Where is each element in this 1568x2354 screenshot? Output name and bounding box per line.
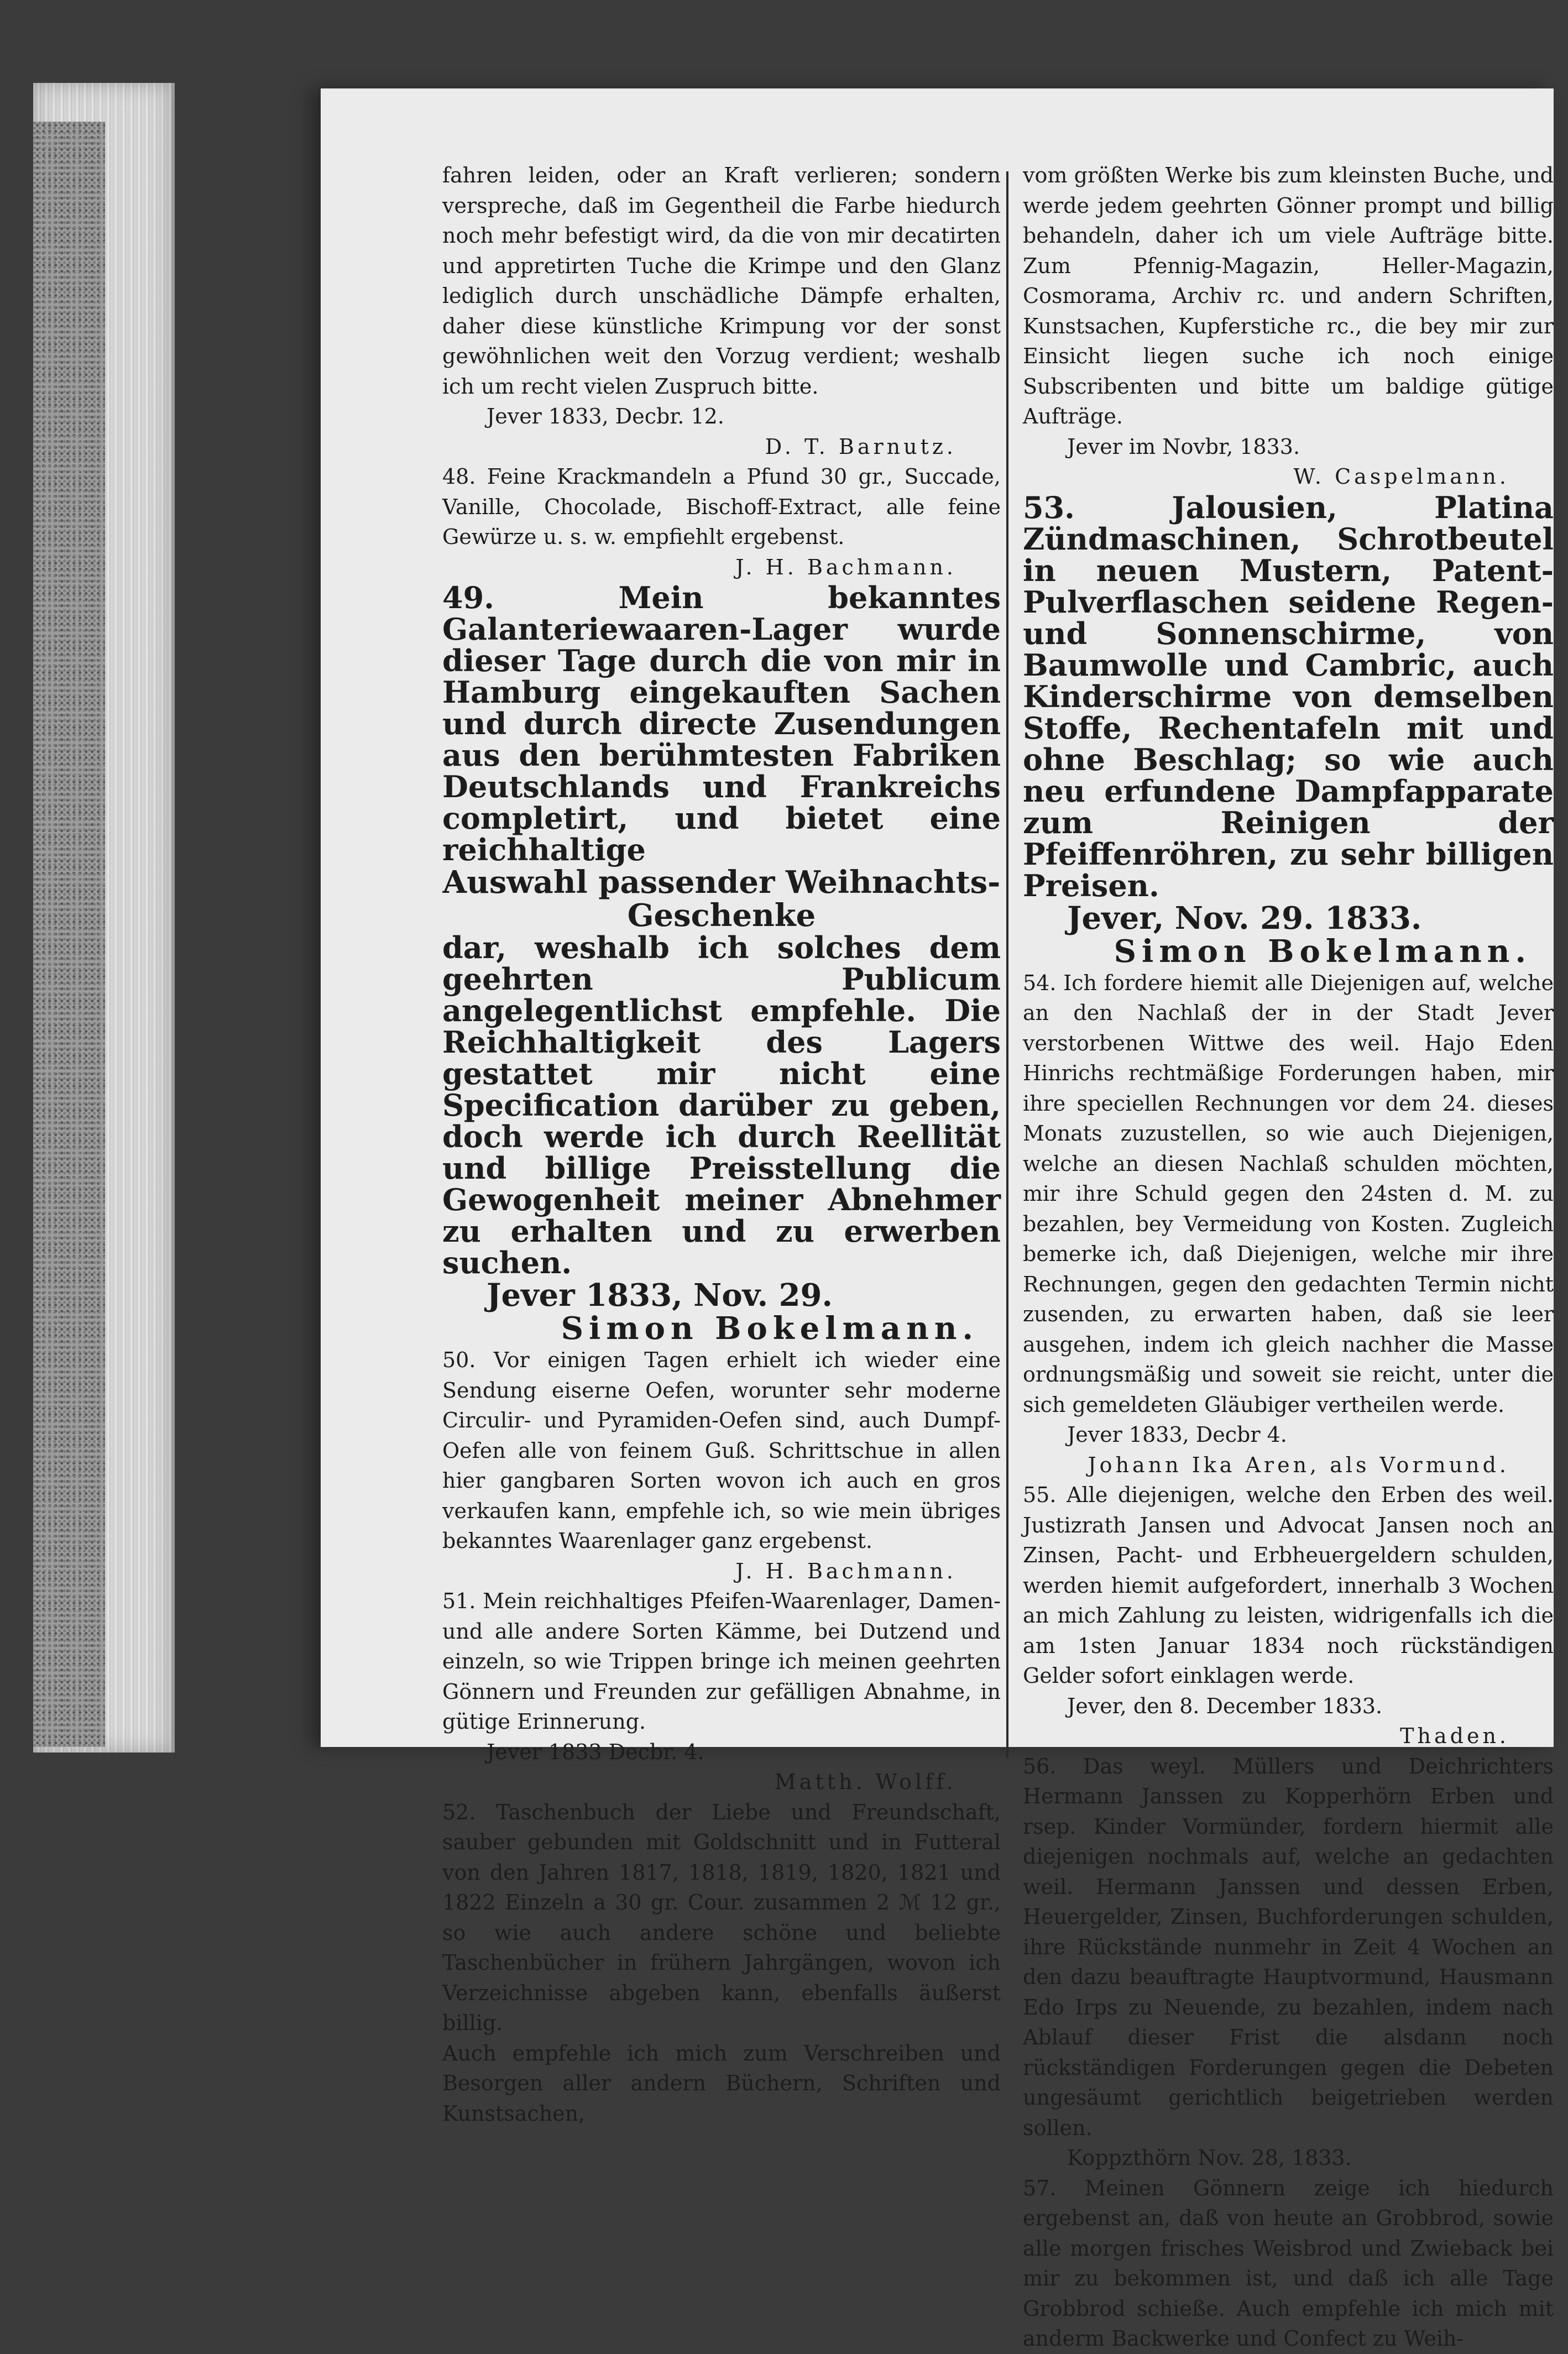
ad-47-signature: D. T. Barnutz. (765, 434, 957, 459)
ad-51-date: Jever 1833 Decbr. 4. (487, 1739, 704, 1764)
ad-53-signature: Simon Bokelmann. (1114, 933, 1532, 970)
ad-48: 48. Feine Krackmandeln a Pfund 30 gr., Succade, Vanille, Chocolade, Bischoff-Extract, alle feine Gewürze u. s. w. empfiehlt ergebenst. (442, 464, 1001, 549)
ad-50-signature: J. H. Bachmann. (735, 1558, 957, 1583)
ad-55-signature: Thaden. (1400, 1724, 1509, 1748)
ad-55-date: Jever, den 8. December 1833. (1067, 1693, 1383, 1718)
ad-48-signature: J. H. Bachmann. (735, 555, 957, 579)
left-column (442, 160, 1001, 2128)
ad-47-date: Jever 1833, Decbr. 12. (487, 404, 724, 428)
column-divider (1006, 171, 1008, 1758)
ad-55: 55. Alle diejenigen, welche den Erben des weil. Justizrath Jansen und Advocat Jansen noch an Zinsen, Pacht- und Erbheuergeldern schulden, werden hiemit aufgefordert, innerhalb 3 Wochen an mich Zahlung zu leisten, widrigenfalls ich die am 1sten Januar 1834 noch rückständigen Gelder sofort einklagen werde. (1023, 1483, 1554, 1688)
ad-52-body2: Auch empfehle ich mich zum Verschreiben und Besorgen aller andern Büchern, Schriften und Kunstsachen, (442, 2041, 1001, 2126)
ad-49-date: Jever 1833, Nov. 29. (487, 1277, 833, 1314)
ad-52-date: Jever im Novbr, 1833. (1067, 434, 1300, 459)
ad-50: 50. Vor einigen Tagen erhielt ich wieder eine Sendung eiserne Oefen, worunter sehr moderne Circulir- und Pyramiden-Oefen sind, auch Dumpf-Oefen alle von feinem Guß. Schrittschue in allen hier gangbaren Sorten wovon ich auch en gros verkaufen kann, empfehle ich, so wie mein übriges bekanntes Waarenlager ganz ergebenst. (442, 1348, 1001, 1553)
right-column (1023, 160, 1554, 2354)
ad-52-continued: vom größten Werke bis zum kleinsten Buche, und werde jedem geehrten Gönner prompt und billig behandeln, daher ich um viele Aufträge bitte. Zum Pfennig-Magazin, Heller-Magazin, Cosmorama, Archiv rc. und andern Schriften, Kunstsachen, Kupferstiche rc., die bey mir zur Einsicht liegen suche ich noch einige Subscribenten und bitte um baldige gütige Aufträge. (1023, 163, 1554, 428)
newspaper-page (321, 88, 1554, 2351)
book-cover-edge (33, 122, 105, 1747)
ad-51: 51. Mein reichhaltiges Pfeifen-Waarenlager, Damen- und alle andere Sorten Kämme, bei Dutzend und einzeln, so wie Trippen bringe ich meinen geehrten Gönnern und Freunden zur gefälligen Abnahme, in gütige Erinnerung. (442, 1589, 1001, 1734)
ad-54-signature: Johann Ika Aren, als Vormund. (1088, 1452, 1509, 1477)
ad-52-signature: W. Caspelmann. (1293, 464, 1509, 489)
ad-49-heading-line2: Geschenke (627, 897, 816, 934)
ad-54-date: Jever 1833, Decbr 4. (1067, 1422, 1287, 1447)
ad-49: 49. Mein bekanntes Galanteriewaaren-Lager wurde dieser Tage durch die von mir in Hamburg eingekauften Sachen und durch directe Zusendungen aus den berühmtesten Fabriken Deutschlands und Frankreichs completirt, und bietet eine reichhaltige (442, 580, 1001, 867)
ad-54: 54. Ich fordere hiemit alle Diejenigen auf, welche an den Nachlaß der in der Stadt Jever verstorbenen Wittwe des weil. Hajo Eden Hinrichs rechtmäßige Forderungen haben, mir ihre speciellen Rechnungen vor dem 24. dieses Monats zuzustellen, so wie auch Diejenigen, welche an diesen Nachlaß schulden möchten, mir ihre Schuld gegen den 24sten d. M. zu bezahlen, bey Vermeidung von Kosten. Zugleich bemerke ich, daß Diejenigen, welche mir ihre Rechnungen, gegen den gedachten Termin nicht zusenden, zu erwarten haben, daß sie leer ausgehen, indem ich gleich nachher die Masse ordnungsmäßig und soweit sie reicht, unter die sich gemeldeten Gläubiger vertheilen werde. (1023, 970, 1554, 1417)
ad-49-heading-line1: Auswahl passender Weihnachts- (442, 864, 1001, 901)
ad-49-signature: Simon Bokelmann. (561, 1310, 979, 1347)
ad-53: 53. Jalousien, Platina Zündmaschinen, Schrotbeutel in neuen Mustern, Patent-Pulverflaschen seidene Regen- und Sonnenschirme, von Baumwolle und Cambric, auch Kinderschirme von demselben Stoffe, Rechentafeln mit und ohne Beschlag; so wie auch neu erfundene Dampfapparate zum Reinigen der Pfeiffenröhren, zu sehr billigen Preisen. (1023, 489, 1554, 903)
ad-49-body: dar, weshalb ich solches dem geehrten Publicum angelegentlichst empfehle. Die Reichhaltigkeit des Lagers gestattet mir nicht eine Specification darüber zu geben, doch werde ich durch Reellität und billige Preisstellung die Gewogenheit meiner Abnehmer zu erhalten und zu erwerben suchen. (442, 930, 1001, 1280)
ad-56-date: Koppzthörn Nov. 28, 1833. (1067, 2146, 1352, 2170)
ad-57: 57. Meinen Gönnern zeige ich hiedurch ergebenst an, daß von heute an Grobbrod, sowie alle morgen frisches Weisbrod und Zwieback bei mir zu bekommen ist, und daß ich alle Tage Grobbrod schieße. Auch empfehle ich mich mit anderm Backwerke und Confect zu Weih- (1023, 2175, 1554, 2351)
ad-51-signature: Matth. Wolff. (774, 1770, 957, 1794)
ad-47-continued: fahren leiden, oder an Kraft verlieren; sondern verspreche, daß im Gegentheil die Farbe hiedurch noch mehr befestigt wird, da die von mir decatirten und appretirten Tuche die Krimpe und den Glanz lediglich durch unschädliche Dämpfe erhalten, daher diese künstliche Krimpung vor der sonst gewöhnlichen weit den Vorzug verdient; weshalb ich um recht vielen Zuspruch bitte. (442, 163, 1001, 399)
ad-53-date: Jever, Nov. 29. 1833. (1067, 899, 1422, 937)
ad-56: 56. Das weyl. Müllers und Deichrichters Hermann Janssen zu Kopperhörn Erben und rsep. Kinder Vormünder, fordern hiermit alle diejenigen nochmals auf, welche an gedachten weil. Hermann Janssen und dessen Erben, Heuergelder, Zinsen, Buchforderungen schulden, ihre Rückstände nunmehr in Zeit 4 Wochen an den dazu beauftragte Hauptvormund, Hausmann Edo Irps zu Neuende, zu bezahlen, indem nach Ablauf dieser Frist die alsdann noch rückständigen Forderungen gegen die Debeten ungesäumt gerichtlich beigetrieben werden sollen. (1023, 1754, 1554, 2140)
ad-52: 52. Taschenbuch der Liebe und Freundschaft, sauber gebunden mit Goldschnitt und in Futteral von den Jahren 1817, 1818, 1819, 1820, 1821 und 1822 Einzeln a 30 gr. Cour. zusammen 2 ℳ 12 gr., so wie auch andere schöne und beliebte Taschenbücher in frühern Jahrgängen, wovon ich Verzeichnisse abgeben kann, ebenfalls äußerst billig. (442, 1799, 1001, 2035)
